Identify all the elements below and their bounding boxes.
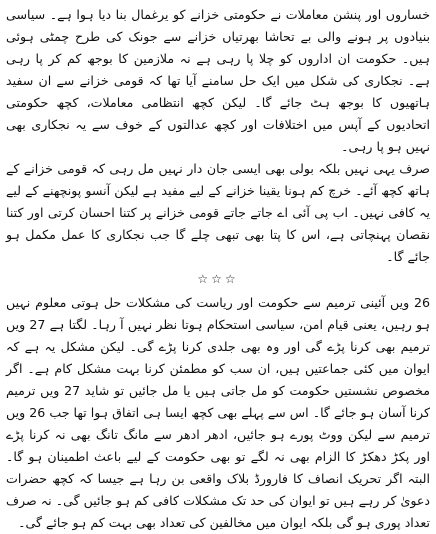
paragraph-pia-bidding: صرف یہی نہیں بلکہ بولی بھی ایسی جان دار نہیں مل رہی کہ قومی خزانے کے ہاتھ کچھ آئے۔ خرچ کم ہونا یقینا خزانے کے لیے مفید ہے لیکن آنسو پونچھنے کے لیے یہ کافی نہیں۔ اب پی آئی اے جاتے جاتے قومی خزانے پر کتنا احسان کرتی اور کتنا نقصان پہنچاتی ہے، اس کا پتا بھی تبھی چلے گا جب نجکاری کا عمل مکمل ہو جائے گا۔ — [6, 161, 430, 264]
paragraph-privatization-losses: خساروں اور پنشن معاملات نے حکومتی خزانے کو یرغمال بنا دیا ہوا ہے۔ سیاسی بنیادوں پر ہونے والی بے تحاشا بھرتیاں خزانے سے جونک کی طرح چمٹی ہوئی ہیں۔ حکومت ان اداروں کو چلا پا رہی ہے نہ ملازمین کا بوجھ کم کر پا رہی ہے۔ نجکاری کی شکل میں ایک حل سامنے آیا تھا کہ قومی خزانے سے ان سفید ہاتھیوں کا بوجھ ہٹ جائے گا۔ لیکن کچھ انتظامی معاملات، کچھ حکومتی اتحادیوں کے آپس میں اختلافات اور کچھ عدالتوں کے خوف سے یہ نجکاری بھی نہیں ہو پا رہی۔ — [6, 7, 430, 154]
paragraph-constitutional-amendment: 26 ویں آئینی ترمیم سے حکومت اور ریاست کی مشکلات حل ہوتی معلوم نہیں ہو رہیں، یعنی قیام امن، سیاسی استحکام ہوتا نظر نہیں آ رہا۔ لگتا ہے 27 ویں ترمیم بھی کرنا پڑے گی اور وہ بھی جلدی کرنا پڑے گی۔ لیکن مشکل یہ ہے کہ ایوان میں کئی جماعتیں ہیں، ان سب کو مطمئن کرنا بہت مشکل کام ہے۔ اگر مخصوص نشستیں حکومت کو مل جاتی ہیں یا مل جائیں تو شاید 27 ویں ترمیم کرنا آسان ہو جائے گا۔ اس سے پہلے بھی کچھ ایسا ہی اتفاق ہوا تھا جب 26 ویں ترمیم سے لیکن ووٹ پورے ہو جائیں، ادھر ادھر سے مانگ تانگ بھی نہ کرنا پڑے اور پکڑ دھکڑ کا الزام بھی نہ لگے تو بھی حکومت کے لیے باعث اطمینان ہو گا۔ البتہ اگر تحریک انصاف کا فارورڈ بلاک واقعی بن رہا ہے جیسا کہ کچھ حضرات دعویٰ کر رہے ہیں تو ایوان کی حد تک مشکلات کافی کم ہو جائیں گی۔ نہ صرف تعداد پوری ہو گی بلکہ ایوان میں مخالفین کی تعداد بھی بہت کم ہو جائے گی۔ — [6, 295, 430, 530]
section-separator-stars: ☆☆☆ — [197, 272, 239, 286]
